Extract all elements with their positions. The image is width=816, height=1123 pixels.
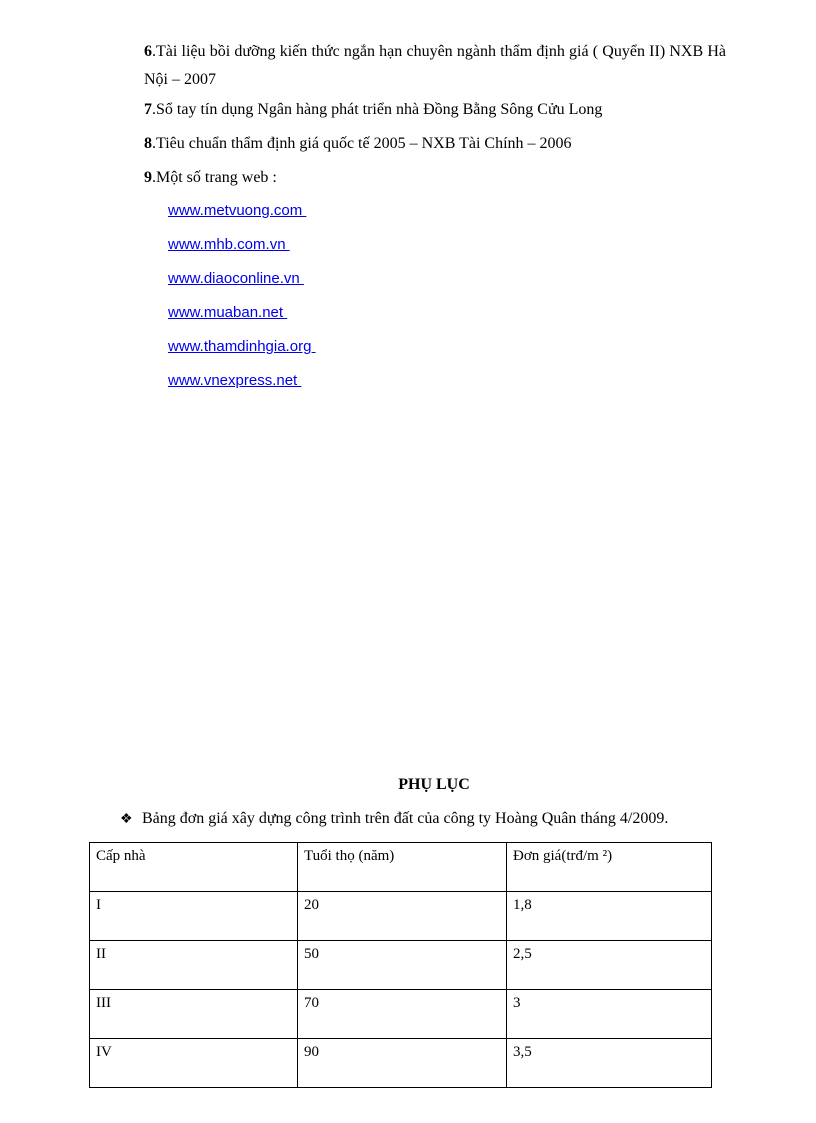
link-vnexpress[interactable]: www.vnexpress.net (168, 372, 302, 389)
header-cell: Tuổi thọ (năm) (298, 843, 507, 892)
table-row (90, 1039, 712, 1088)
table-cell: 1,8 (507, 892, 712, 941)
link-metvuong[interactable]: www.metvuong.com (168, 202, 307, 219)
reference-9 (144, 164, 277, 192)
table-cell: 2,5 (507, 941, 712, 990)
table-cell: 20 (298, 892, 507, 941)
appendix-title: PHỤ LỤC (398, 776, 470, 793)
table-cell: III (90, 990, 298, 1039)
link-thamdinhgia[interactable]: www.thamdinhgia.org (168, 338, 316, 355)
table-cell: I (90, 892, 298, 941)
table-caption (120, 810, 668, 828)
reference-number: 7 (144, 101, 152, 118)
table-cell: II (90, 941, 298, 990)
reference-text: .Sổ tay tín dụng Ngân hàng phát triển nhà Đồng Bằng Sông Cửu Long (152, 101, 603, 118)
table-cell: 90 (298, 1039, 507, 1088)
bullet-diamond-icon: ❖ (120, 812, 133, 827)
table-cell: 50 (298, 941, 507, 990)
caption-text: Bảng đơn giá xây dựng công trình trên đất của công ty Hoàng Quân tháng 4/2009. (142, 810, 669, 827)
reference-text: .Một số trang web : (152, 169, 277, 186)
reference-number: 6 (144, 43, 152, 60)
header-cell: Cấp nhà (90, 843, 298, 892)
reference-text: .Tiêu chuẩn thẩm định giá quốc tế 2005 – NXB Tài Chính – 2006 (152, 135, 572, 152)
table-cell: IV (90, 1039, 298, 1088)
link-diaoconline[interactable]: www.diaoconline.vn (168, 270, 304, 287)
reference-number: 8 (144, 135, 152, 152)
table-cell: 3 (507, 990, 712, 1039)
reference-6 (144, 38, 726, 94)
table-cell: 70 (298, 990, 507, 1039)
reference-number: 9 (144, 169, 152, 186)
link-mhb[interactable]: www.mhb.com.vn (168, 236, 290, 253)
price-table (89, 842, 712, 1088)
reference-7 (144, 96, 602, 124)
link-muaban[interactable]: www.muaban.net (168, 304, 288, 321)
table-row (90, 892, 712, 941)
table-header-row (90, 843, 712, 892)
header-cell: Đơn giá(trđ/m ²) (507, 843, 712, 892)
reference-text: .Tài liệu bồi dưỡng kiến thức ngắn hạn chuyên ngành thẩm định giá ( Quyển II) NXB Hà Nội – 2007 (144, 43, 726, 88)
table-cell: 3,5 (507, 1039, 712, 1088)
reference-8 (144, 130, 572, 158)
table-row (90, 941, 712, 990)
table-row (90, 990, 712, 1039)
